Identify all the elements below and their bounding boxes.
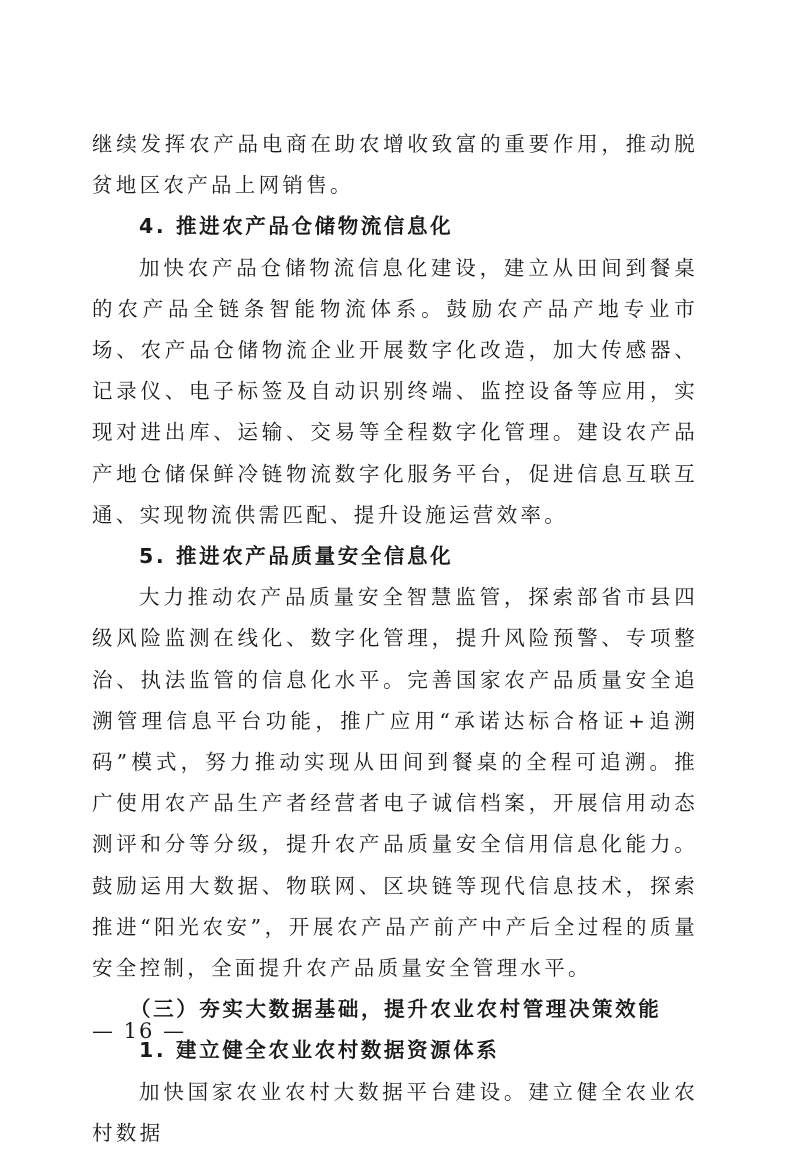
- paragraph-big-data-platform: 加快国家农业农村大数据平台建设。建立健全农业农村数据: [92, 1079, 698, 1145]
- page-number: — 16 —: [92, 1019, 187, 1043]
- section-heading-5: 5. 推进农产品质量安全信息化: [139, 544, 454, 569]
- section-heading-1: 1. 建立健全农业农村数据资源体系: [139, 1038, 500, 1063]
- paragraph-quality-safety: 大力推动农产品质量安全智慧监管，探索部省市县四级风险监测在线化、数字化管理，提升风险预警、专项整治、执法监管的信息化水平。完善国家农产品质量安全追溯管理信息平台功能，推广应用“承诺达标合格证+追溯码”模式，努力推动实现从田间到餐桌的全程可追溯。推广使用农产品生产者经营者电子诚信档案，开展信用动态测评和分等分级，提升农产品质量安全信用信息化能力。鼓励运用大数据、物联网、区块链等现代信息技术，探索推进“阳光农安”，开展农产品产前产中产后全过程的质量安全控制，全面提升农产品质量安全管理水平。: [92, 585, 698, 981]
- body-text: [92, 124, 698, 1154]
- paragraph-continuation: 继续发挥农产品电商在助农增收致富的重要作用，推动脱贫地区农产品上网销售。: [92, 132, 698, 198]
- chapter-heading-3: （三）夯实大数据基础，提升农业农村管理决策效能: [130, 997, 662, 1022]
- section-heading-4: 4. 推进农产品仓储物流信息化: [139, 214, 454, 239]
- paragraph-warehousing-logistics: 加快农产品仓储物流信息化建设，建立从田间到餐桌的农产品全链条智能物流体系。鼓励农产品产地专业市场、农产品仓储物流企业开展数字化改造，加大传感器、记录仪、电子标签及自动识别终端、监控设备等应用，实现对进出库、运输、交易等全程数字化管理。建设农产品产地仓储保鲜冷链物流数字化服务平台，促进信息互联互通、实现物流供需匹配、提升设施运营效率。: [92, 255, 698, 527]
